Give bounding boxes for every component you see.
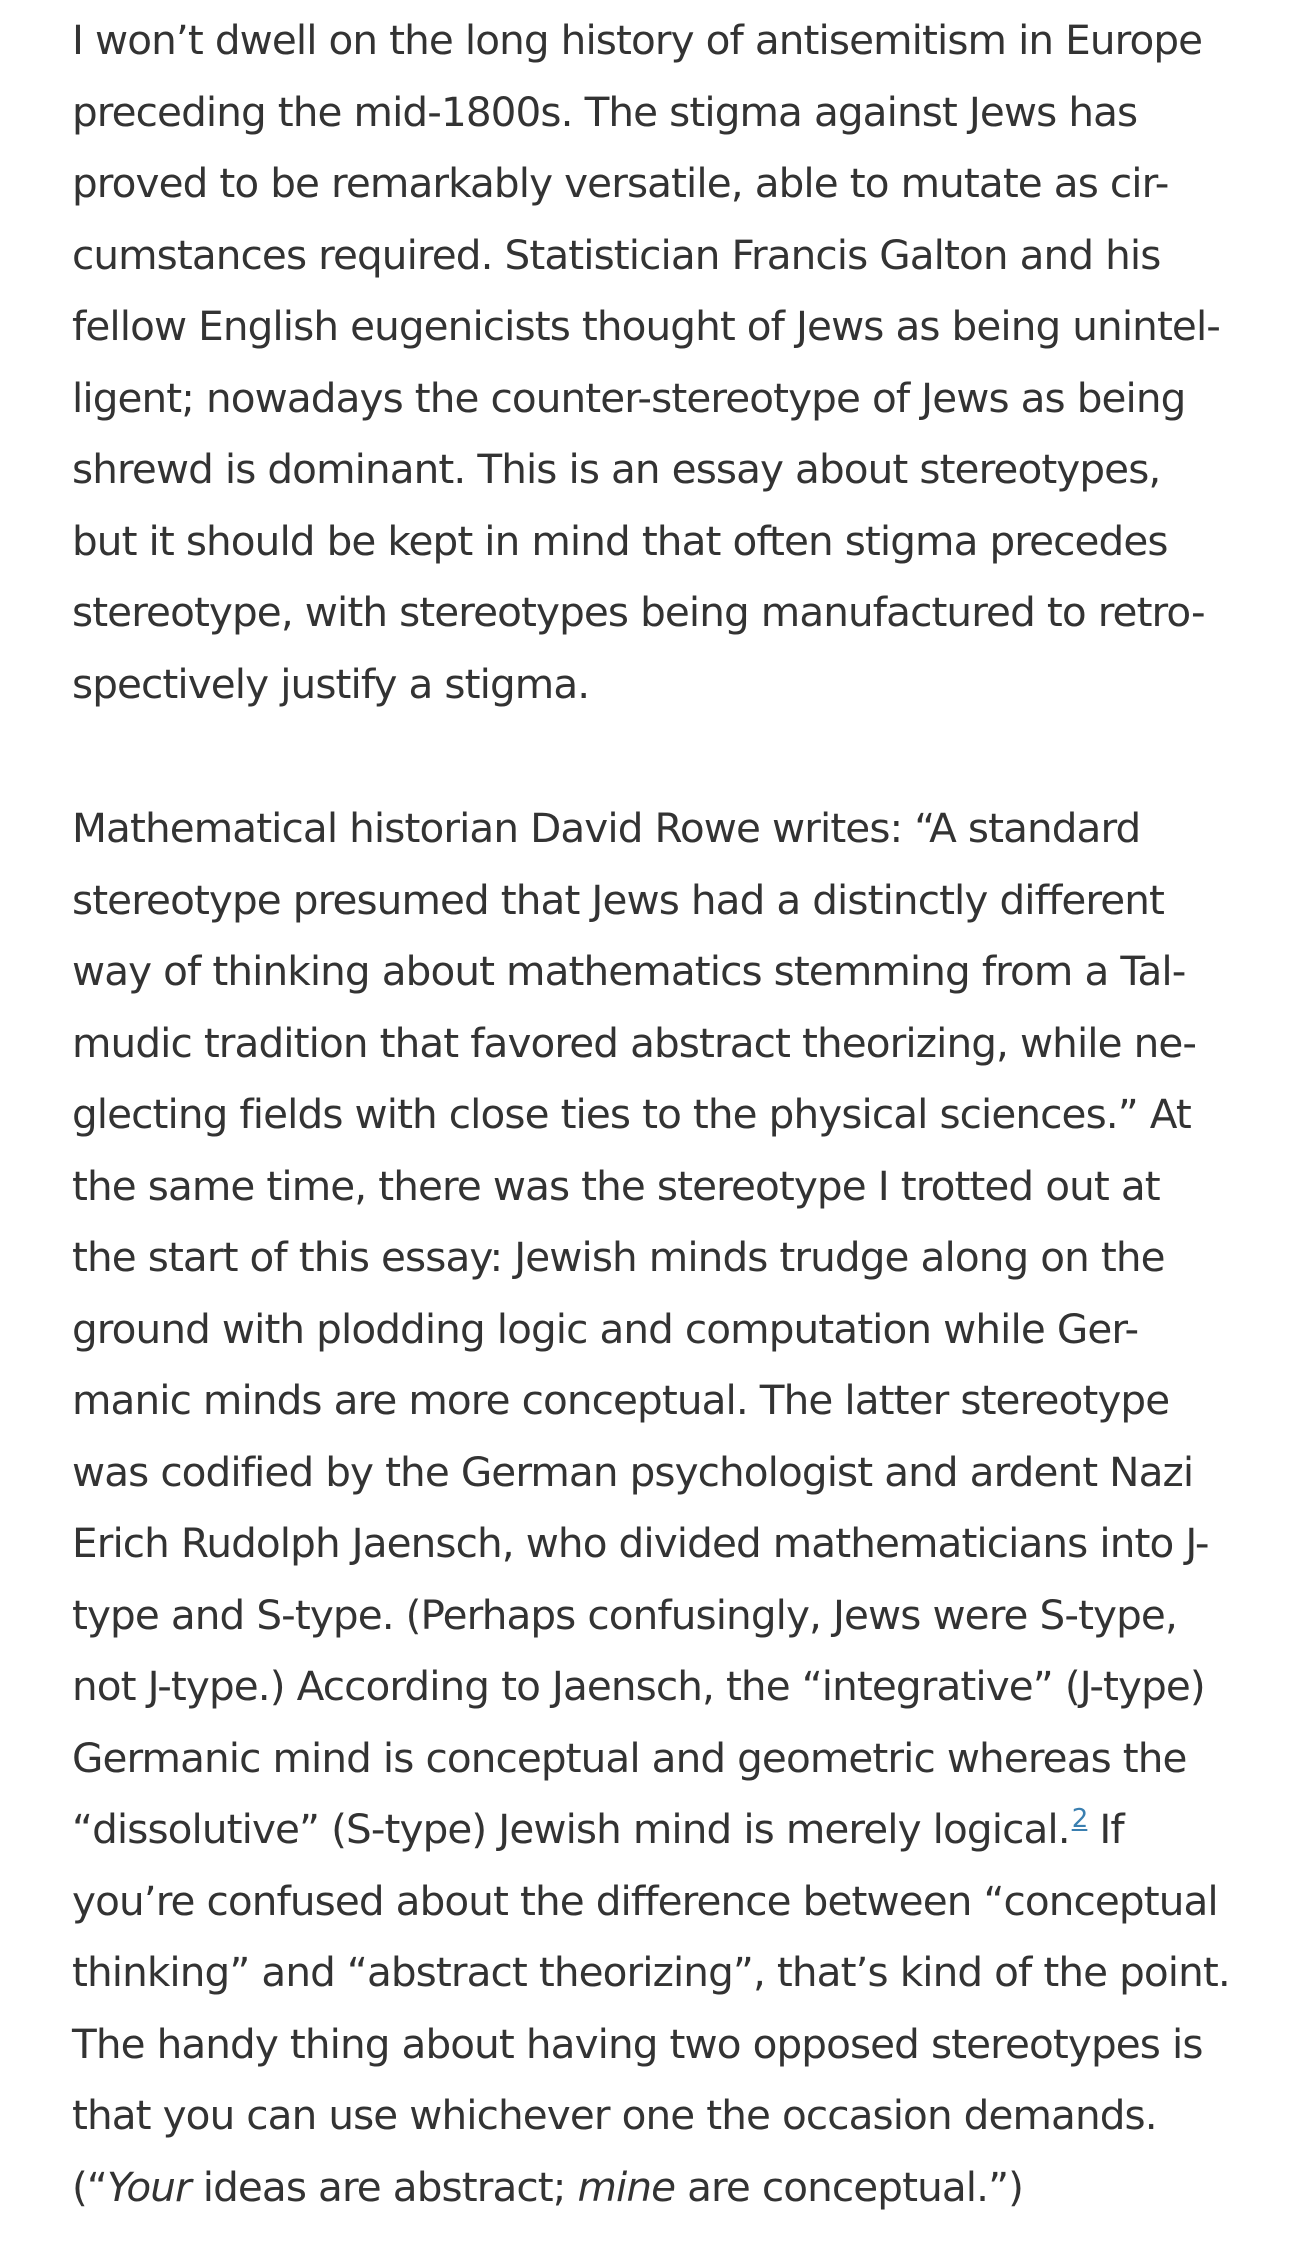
text-line: proved to be remarkably versatile, able to mutate as cir- [72, 159, 1169, 207]
text-line: you’re confused about the difference between “conceptual [72, 1876, 1218, 1925]
text-line: glecting fields with close ties to the physical sciences.” At [72, 1090, 1191, 1138]
text-segment: “dissolutive” (S-type) Jewish mind is merely logical. [72, 1805, 1070, 1853]
text-line: the start of this essay: Jewish minds trudge along on the [72, 1233, 1165, 1281]
text-line: mudic tradition that favored abstract theorizing, while ne- [72, 1018, 1197, 1067]
text-line: ligent; nowadays the counter-stereotype of Jews as being [72, 373, 1186, 422]
text-line: Germanic mind is conceptual and geometric whereas the [72, 1733, 1187, 1782]
text-line: type and S-type. (Perhaps confusingly, Jews were S-type, [72, 1590, 1177, 1639]
text-line: I won’t dwell on the long history of antisemitism in Europe [72, 16, 1203, 64]
text-segment: (“ [72, 2162, 107, 2211]
text-segment: are conceptual.”) [675, 2162, 1024, 2211]
emphasis-mine: mine [577, 2162, 676, 2211]
text-line: way of thinking about mathematics stemming from a Tal- [72, 947, 1186, 995]
text-segment: ideas are abstract; [190, 2162, 578, 2211]
text-line: ground with plodding logic and computation while Ger- [72, 1304, 1139, 1353]
text-segment: If [1087, 1805, 1124, 1853]
text-line-with-footnote [72, 1794, 1230, 1866]
text-line: Erich Rudolph Jaensch, who divided mathematicians into J- [72, 1519, 1209, 1567]
paragraph-1 [72, 5, 1220, 720]
footnote-link[interactable]: 2 [1071, 1804, 1088, 1834]
text-line: stereotype, with stereotypes being manufactured to retro- [72, 588, 1205, 636]
text-line: not J-type.) According to Jaensch, the “integrative” (J-type) [72, 1662, 1205, 1710]
text-line: thinking” and “abstract theorizing”, that’s kind of the point. [72, 1948, 1230, 1996]
text-line: spectively justify a stigma. [72, 659, 590, 708]
text-line: that you can use whichever one the occasion demands. [72, 2091, 1157, 2139]
text-line: but it should be kept in mind that often stigma precedes [72, 516, 1168, 565]
text-line: manic minds are more conceptual. The latter stereotype [72, 1376, 1170, 1424]
paragraph-2 [72, 793, 1230, 2223]
text-line: shrewd is dominant. This is an essay about stereotypes, [72, 445, 1161, 493]
text-line-italic-quote [72, 2152, 1230, 2224]
text-line: stereotype presumed that Jews had a distinctly different [72, 875, 1164, 924]
text-line: Mathematical historian David Rowe writes: “A standard [72, 804, 1141, 852]
text-line: was codified by the German psychologist and ardent Nazi [72, 1447, 1194, 1496]
text-line: the same time, there was the stereotype I trotted out at [72, 1161, 1160, 1210]
emphasis-your: Your [106, 2162, 191, 2211]
text-line: fellow English eugenicists thought of Jews as being unintel- [72, 302, 1221, 350]
text-line: cumstances required. Statistician Francis Galton and his [72, 230, 1161, 279]
text-line: The handy thing about having two opposed stereotypes is [72, 2019, 1203, 2068]
text-line: preceding the mid-1800s. The stigma against Jews has [72, 87, 1138, 136]
